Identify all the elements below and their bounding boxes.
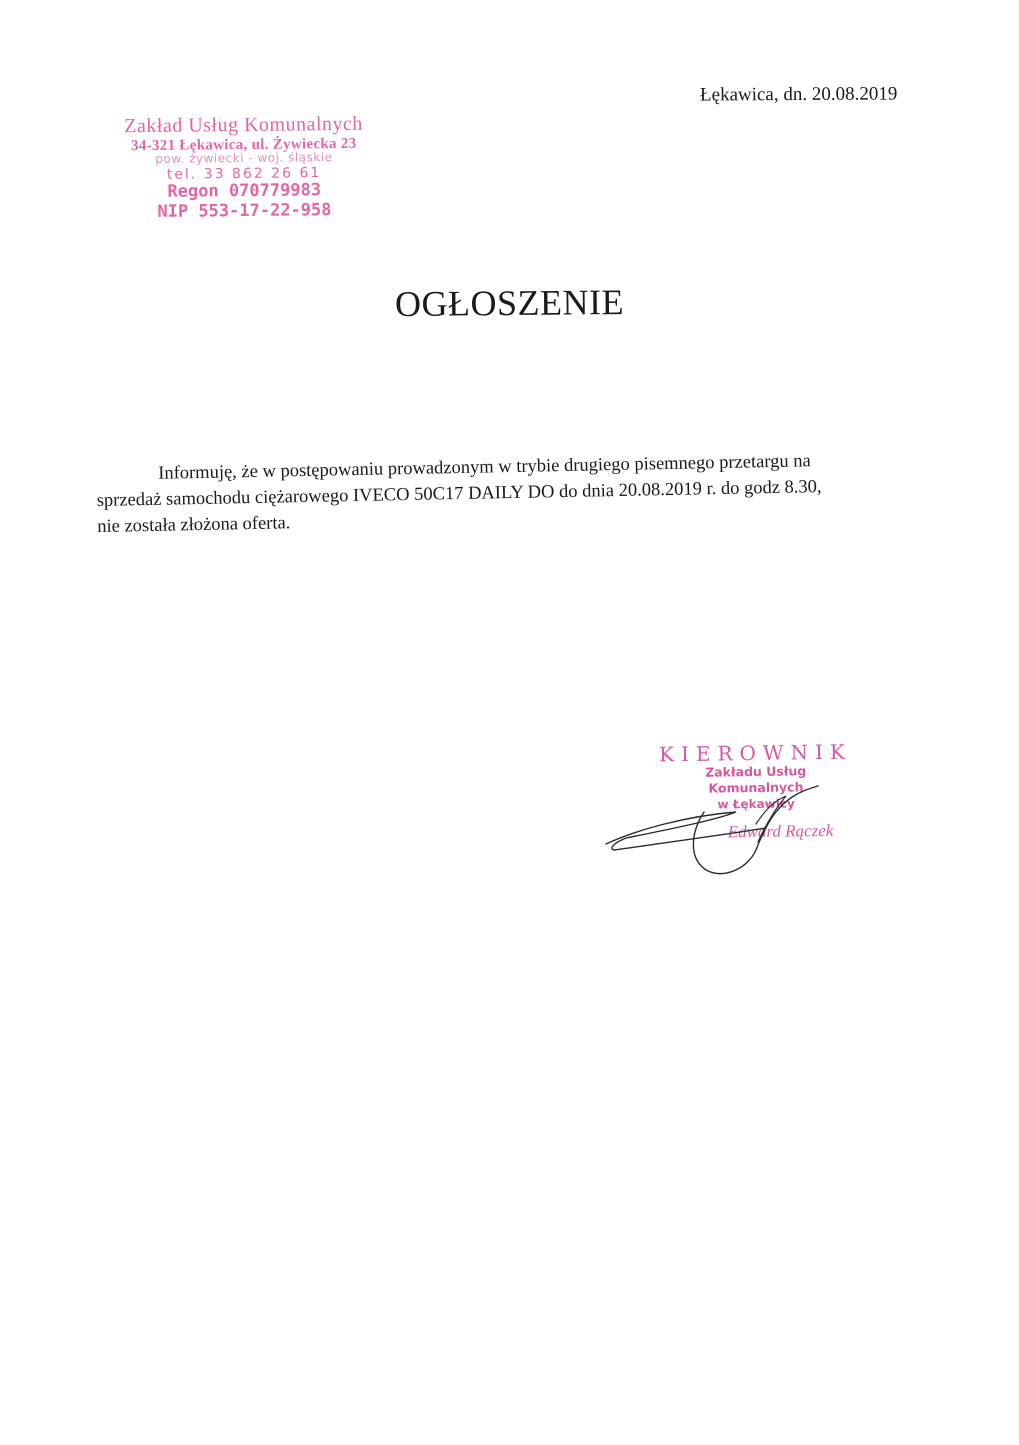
body-line: sprzedaż samochodu ciężarowego IVECO 50C17 DAILY DO do dnia 20.08.2019 r. do godz 8.30, (96, 477, 822, 511)
manager-stamp-name: Edward Rączek (727, 820, 834, 842)
announcement-body (96, 446, 927, 540)
manager-stamp-unit: Zakładu Usług Komunalnych (705, 763, 807, 796)
company-stamp-regon: Regon 070779983 (167, 180, 322, 202)
document-title: OGŁOSZENIE (394, 282, 625, 324)
company-stamp-name: Zakład Usług Komunalnych (124, 112, 363, 138)
body-line: nie została złożona oferta. (97, 513, 291, 537)
handwritten-signature (596, 772, 836, 892)
place-date: Łękawica, dn. 20.08.2019 (699, 83, 898, 106)
company-stamp-address: 34-321 Łękawica, ul. Żywiecka 23 (130, 135, 357, 155)
company-stamp-district: pow. żywiecki - woj. śląskie (155, 150, 333, 167)
company-stamp (113, 113, 374, 223)
company-stamp-nip: NIP 553-17-22-958 (157, 199, 332, 222)
company-stamp-phone: tel. 33 862 26 61 (166, 165, 322, 183)
manager-stamp-title: KIEROWNIK (658, 739, 853, 767)
body-line: Informuję, że w postępowaniu prowadzonym w trybie drugiego pisemnego przetargu na (158, 451, 811, 484)
manager-stamp-place: w Łękawicy (717, 796, 795, 812)
